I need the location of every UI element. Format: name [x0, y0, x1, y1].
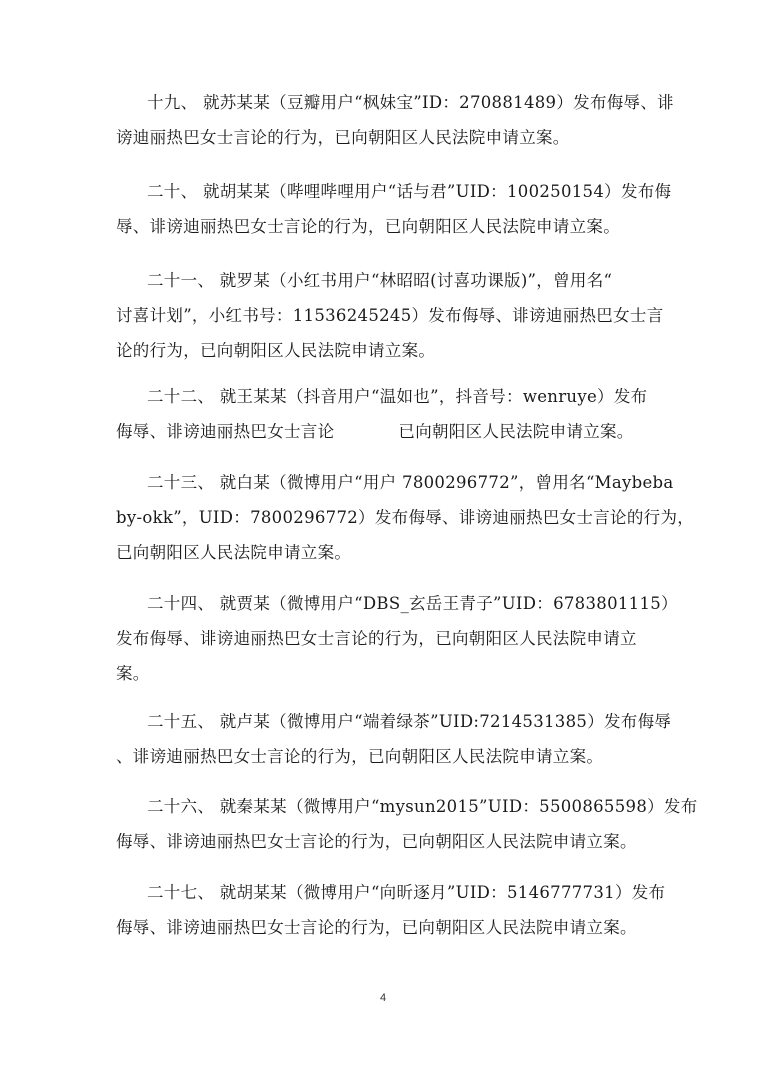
paragraph-line-gapped	[116, 414, 676, 449]
paragraph-line: by-okk”，UID：7800296772）发布侮辱、诽谤迪丽热巴女士言论的行为，	[116, 508, 695, 527]
paragraph-line: 讨喜计划”，小红书号：11536245245）发布侮辱、诽谤迪丽热巴女士言	[116, 306, 664, 325]
paragraph-line: 二十七、 就胡某某（微博用户“向昕逐月”UID：5146777731）发布	[147, 883, 666, 902]
paragraph-line: 二十、 就胡某某（哔哩哔哩用户“话与君”UID：100250154）发布侮	[147, 182, 672, 201]
paragraph-line: 已向朝阳区人民法院申请立案。	[116, 543, 352, 562]
paragraph-line: 二十四、 就贾某（微博用户“DBS_玄岳王青子”UID：6783801115）	[147, 594, 678, 613]
paragraph-line: 、诽谤迪丽热巴女士言论的行为，已向朝阳区人民法院申请立案。	[116, 747, 604, 766]
paragraph-27	[116, 875, 676, 945]
paragraph-line: 二十三、 就白某（微博用户“用户 7800296772”，曾用名“Maybeba	[147, 473, 674, 492]
paragraph-line: 十九、 就苏某某（豆瓣用户“枫妹宝”ID：270881489）发布侮辱、诽	[147, 93, 674, 112]
paragraph-24	[116, 586, 676, 691]
paragraph-line: 二十一、 就罗某（小红书用户“林昭昭(讨喜功课版)”，曾用名“	[147, 271, 613, 290]
paragraph-21	[116, 263, 676, 368]
paragraph-25	[116, 704, 676, 774]
paragraph-23	[116, 465, 695, 570]
paragraph-line: 论的行为，已向朝阳区人民法院申请立案。	[116, 341, 436, 360]
paragraph-line: 案。	[116, 664, 150, 683]
paragraph-line: 二十二、 就王某某（抖音用户“温如也”，抖音号：wenruye）发布	[147, 387, 648, 406]
paragraph-line: 发布侮辱、诽谤迪丽热巴女士言论的行为，已向朝阳区人民法院申请立	[116, 629, 637, 648]
paragraph-line: 二十五、 就卢某（微博用户“端着绿茶”UID:7214531385）发布侮辱	[147, 712, 672, 731]
paragraph-line-part: 侮辱、诽谤迪丽热巴女士言论	[116, 422, 335, 441]
paragraph-line: 侮辱、诽谤迪丽热巴女士言论的行为，已向朝阳区人民法院申请立案。	[116, 918, 637, 937]
page-number: 4	[379, 992, 387, 1004]
paragraph-line: 辱、诽谤迪丽热巴女士言论的行为，已向朝阳区人民法院申请立案。	[116, 217, 620, 236]
paragraph-22	[116, 379, 676, 449]
paragraph-line-part: 已向朝阳区人民法院申请立案。	[398, 422, 634, 441]
paragraph-19	[116, 85, 676, 155]
paragraph-line: 谤迪丽热巴女士言论的行为，已向朝阳区人民法院申请立案。	[116, 128, 570, 147]
paragraph-20	[116, 174, 676, 244]
paragraph-26	[116, 789, 698, 859]
paragraph-line: 二十六、 就秦某某（微博用户“mysun2015”UID：5500865598）发布	[147, 797, 698, 816]
paragraph-line: 侮辱、诽谤迪丽热巴女士言论的行为，已向朝阳区人民法院申请立案。	[116, 832, 637, 851]
